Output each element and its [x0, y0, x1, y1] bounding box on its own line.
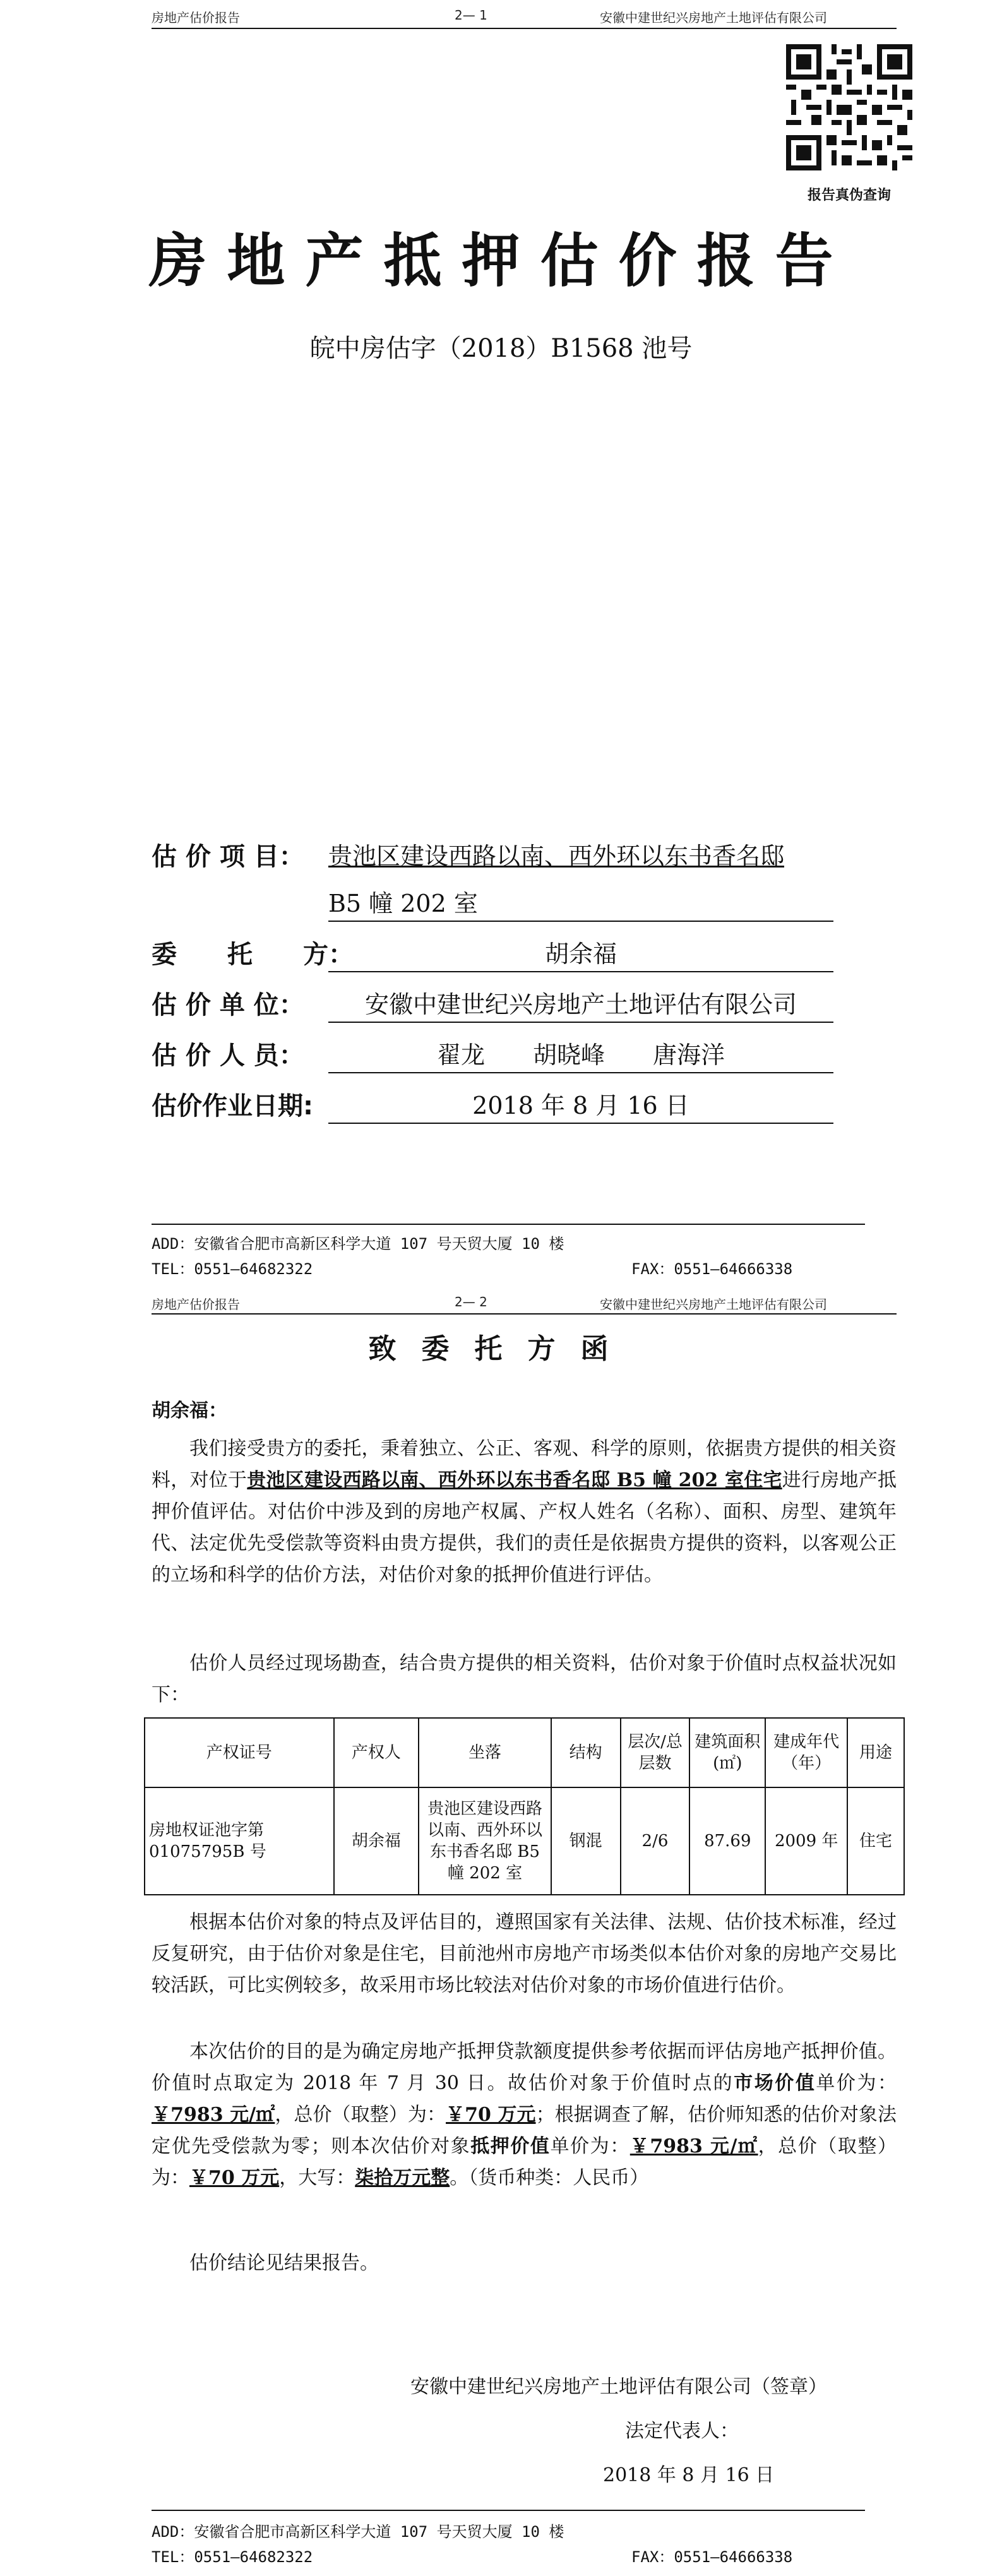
qr-code-icon[interactable]	[786, 44, 912, 170]
p4-amount-in-words: 柒拾万元整	[355, 2167, 450, 2189]
p1-text-b: 进行房地产抵押价值评估。对估价中涉及到的房地产权属、产权人姓名（名称）、面积、房型、建筑年代、法定优先受偿款等资料由贵方提供，我们的责任是依据贵方提供的资料，以客观公正的立场和科学的估价方法，对估价对象的抵押价值进行评估。	[152, 1469, 897, 1586]
p4-text-f: ，总价（取整）为：	[152, 2135, 897, 2189]
p4-mortgage-unit-price: ￥7983 元/㎡	[629, 2135, 758, 2157]
field-unit	[152, 985, 878, 1023]
field-project-label: 估 价 项 目：	[152, 842, 304, 871]
signature-date: 2018 年 8 月 16 日	[603, 2464, 775, 2486]
page1-header-rule	[152, 28, 897, 29]
p4-mortgage-value-label: 抵押价值	[470, 2135, 551, 2157]
signature-representative: 法定代表人：	[625, 2420, 739, 2442]
page2-header-page: 2— 2	[455, 1294, 487, 1309]
field-date	[152, 1086, 878, 1124]
letter-title: 致委托方函	[368, 1333, 634, 1365]
page2-header-rule	[152, 1313, 897, 1315]
th-location: 坐落	[419, 1718, 551, 1787]
p4-text-a: 本次估价的目的是为确定房地产抵押贷款额度提供参考依据而评估房地产抵押价值。价值时点取定为 2018 年 7 月 30 日。故估价对象于价值时点的	[152, 2041, 897, 2094]
letter-paragraph-4	[152, 2036, 897, 2194]
th-cert-no: 产权证号	[145, 1718, 334, 1787]
property-table	[144, 1717, 905, 1895]
field-unit-label: 估 价 单 位：	[152, 991, 304, 1020]
letter-paragraph-2: 估价人员经过现场勘查，结合贵方提供的相关资料，估价对象于价值时点权益状况如下：	[152, 1652, 897, 1706]
field-date-label: 估价作业日期:	[152, 1092, 313, 1121]
cell-year: 2009 年	[765, 1787, 847, 1895]
field-client	[152, 934, 878, 972]
p4-text-b: 单价为：	[816, 2072, 897, 2094]
page1-footer-address: ADD：安徽省合肥市高新区科学大道 107 号天贸大厦 10 楼	[152, 1235, 564, 1253]
letter-paragraph-5: 估价结论见结果报告。	[189, 2252, 379, 2274]
th-area: 建筑面积(㎡)	[689, 1718, 765, 1787]
cell-usage: 住宅	[847, 1787, 904, 1895]
table-row	[145, 1787, 904, 1895]
letter-paragraph-1	[152, 1433, 897, 1591]
p4-text-e: 单价为：	[550, 2135, 630, 2157]
th-floor: 层次/总层数	[621, 1718, 690, 1787]
th-usage: 用途	[847, 1718, 904, 1787]
field-unit-value: 安徽中建世纪兴房地产土地评估有限公司	[364, 991, 797, 1018]
p4-text-g: ，大写：	[279, 2167, 355, 2189]
p4-market-unit-price: ￥7983 元/㎡	[152, 2104, 275, 2126]
field-project-value2: B5 幢 202 室	[328, 890, 478, 917]
field-appraisers-label: 估 价 人 员：	[152, 1041, 304, 1070]
field-project-line2	[152, 884, 878, 922]
page1-footer-tel: TEL：0551—64682322	[152, 1260, 313, 1278]
field-client-label: 委 托 方：	[152, 940, 354, 969]
page2-footer-tel: TEL：0551—64682322	[152, 2548, 313, 2566]
th-owner: 产权人	[334, 1718, 419, 1787]
page1-header-left: 房地产估价报告	[152, 10, 240, 25]
field-project	[152, 837, 878, 874]
page1-footer-rule	[152, 1224, 865, 1225]
report-title: 房地产抵押估价报告	[148, 227, 854, 295]
signature-company: 安徽中建世纪兴房地产土地评估有限公司（签章）	[410, 2376, 827, 2398]
field-project-value: 贵池区建设西路以南、西外环以东书香名邸	[328, 842, 785, 870]
p4-text-h: 。（货币种类：人民币）	[450, 2167, 649, 2189]
page2-header-left: 房地产估价报告	[152, 1297, 240, 1312]
cell-area: 87.69	[689, 1787, 765, 1895]
table-header-row	[145, 1718, 904, 1787]
field-appraisers-value: 翟龙 胡晓峰 唐海洋	[436, 1041, 725, 1069]
page1-header-page: 2— 1	[455, 8, 487, 23]
page2-footer-fax: FAX：0551—64666338	[631, 2548, 793, 2566]
cell-cert-no: 房地权证池字第 01075795B 号	[145, 1787, 334, 1895]
p1-text-a: 我们接受贵方的委托，秉着独立、公正、客观、科学的原则，依据贵方提供的相关资料，对位于	[152, 1438, 897, 1491]
p4-market-value-label: 市场价值	[734, 2072, 816, 2094]
cell-structure: 钢混	[551, 1787, 621, 1895]
field-appraisers	[152, 1035, 878, 1073]
field-client-rule	[328, 934, 833, 972]
report-number: 皖中房估字（2018）B1568 池号	[309, 334, 693, 363]
field-unit-rule	[328, 985, 833, 1023]
page2-footer-address: ADD：安徽省合肥市高新区科学大道 107 号天贸大厦 10 楼	[152, 2523, 564, 2541]
field-date-value: 2018 年 8 月 16 日	[472, 1092, 689, 1119]
salutation: 胡余福：	[152, 1400, 227, 1422]
p4-mortgage-total: ￥70 万元	[189, 2167, 280, 2189]
qr-caption: 报告真伪查询	[807, 188, 891, 203]
field-client-value: 胡余福	[544, 940, 617, 968]
cell-location: 贵池区建设西路以南、西外环以东书香名邸 B5 幢 202 室	[419, 1787, 551, 1895]
cell-floor: 2/6	[621, 1787, 690, 1895]
letter-paragraph-3: 根据本估价对象的特点及评估目的，遵照国家有关法律、法规、估价技术标准，经过反复研究，由于估价对象是住宅，目前池州市房地产市场类似本估价对象的房地产交易比较活跃，可比实例较多，故采用市场比较法对估价对象的市场价值进行估价。	[152, 1911, 897, 1996]
p4-text-d: ；根据调查了解，估价师知悉的估价对象法定优先受偿款为零；则本次估价对象	[152, 2104, 897, 2157]
page2-footer-rule	[152, 2510, 865, 2511]
p1-property-address: 贵池区建设西路以南、西外环以东书香名邸 B5 幢 202 室住宅	[247, 1469, 782, 1491]
th-year: 建成年代（年）	[765, 1718, 847, 1787]
p4-text-c: ，总价（取整）为：	[275, 2104, 446, 2126]
page1-header-right: 安徽中建世纪兴房地产土地评估有限公司	[600, 10, 827, 25]
p4-market-total: ￥70 万元	[446, 2104, 536, 2126]
field-project-line2-rule	[328, 884, 833, 922]
cell-owner: 胡余福	[334, 1787, 419, 1895]
page2-header-right: 安徽中建世纪兴房地产土地评估有限公司	[600, 1297, 827, 1312]
th-structure: 结构	[551, 1718, 621, 1787]
field-appraisers-rule	[328, 1035, 833, 1073]
field-date-rule	[328, 1086, 833, 1124]
page1-footer-fax: FAX：0551—64666338	[631, 1260, 793, 1278]
